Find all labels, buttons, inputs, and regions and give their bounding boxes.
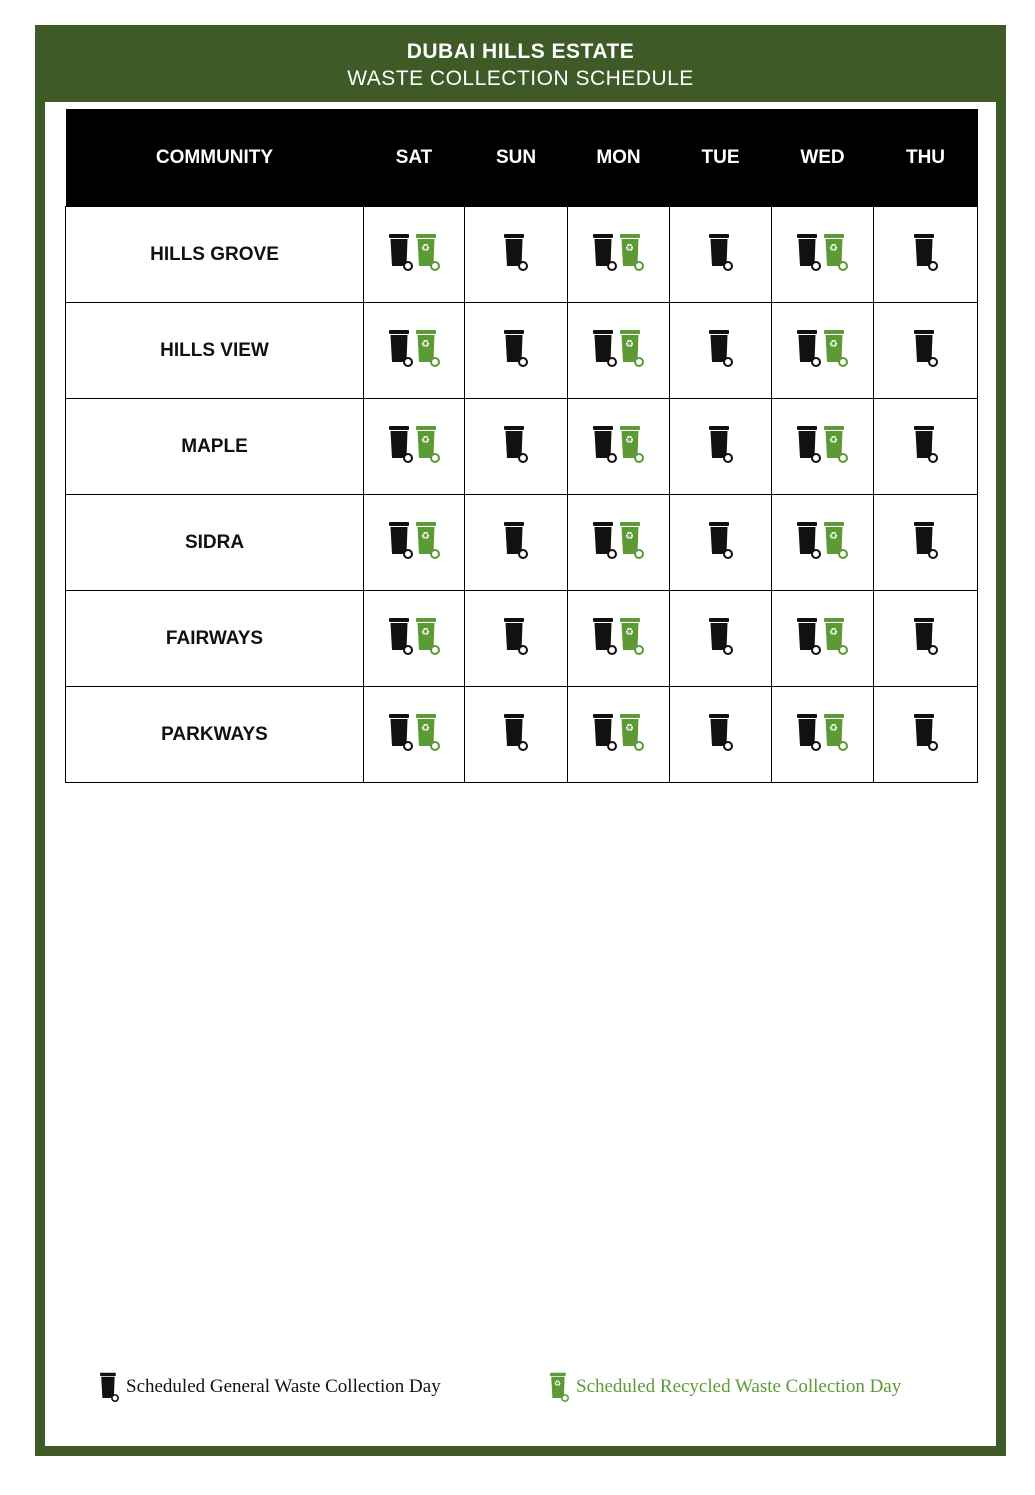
general-waste-bin-icon xyxy=(504,617,528,655)
schedule-cell xyxy=(772,207,874,303)
schedule-cell xyxy=(772,495,874,591)
general-waste-bin-icon xyxy=(389,233,413,271)
svg-text:♻: ♻ xyxy=(625,339,634,350)
general-waste-bin-icon xyxy=(797,521,821,559)
community-name: HILLS VIEW xyxy=(66,303,364,399)
schedule-cell xyxy=(874,303,978,399)
schedule-cell xyxy=(874,399,978,495)
svg-text:♻: ♻ xyxy=(829,531,838,542)
svg-text:♻: ♻ xyxy=(420,723,430,734)
table-row xyxy=(66,687,978,783)
schedule-cell xyxy=(465,687,568,783)
general-waste-bin-icon xyxy=(389,521,413,559)
schedule-cell xyxy=(364,399,465,495)
svg-text:♻: ♻ xyxy=(420,435,430,446)
column-header-sat: SAT xyxy=(364,109,465,207)
recycle-bin-icon xyxy=(416,713,440,751)
recycle-bin-icon xyxy=(620,425,644,463)
recycle-bin-icon xyxy=(416,425,440,463)
general-waste-bin-icon xyxy=(389,617,413,655)
recycle-bin-icon xyxy=(416,521,440,559)
general-waste-bin-icon xyxy=(593,713,617,751)
general-waste-bin-icon xyxy=(797,713,821,751)
community-name: FAIRWAYS xyxy=(66,591,364,687)
general-waste-bin-icon xyxy=(797,233,821,271)
recycle-bin-icon xyxy=(824,617,848,655)
schedule-cell xyxy=(670,303,772,399)
schedule-cell xyxy=(364,495,465,591)
schedule-cell xyxy=(874,495,978,591)
schedule-cell xyxy=(465,207,568,303)
column-header-thu: THU xyxy=(874,109,978,207)
general-waste-bin-icon xyxy=(593,521,617,559)
svg-text:♻: ♻ xyxy=(420,531,430,542)
svg-text:♻: ♻ xyxy=(553,1379,562,1389)
schedule-cell xyxy=(568,303,670,399)
schedule-cell xyxy=(874,687,978,783)
general-waste-bin-icon xyxy=(709,329,733,367)
community-name: MAPLE xyxy=(66,399,364,495)
general-waste-bin-icon xyxy=(504,233,528,271)
column-header-wed: WED xyxy=(772,109,874,207)
svg-text:♻: ♻ xyxy=(420,339,430,350)
general-waste-bin-icon xyxy=(100,1372,119,1402)
page-subtitle: WASTE COLLECTION SCHEDULE xyxy=(347,67,694,90)
general-waste-bin-icon xyxy=(389,425,413,463)
svg-text:♻: ♻ xyxy=(829,243,838,254)
svg-text:♻: ♻ xyxy=(420,627,430,638)
recycle-bin-icon xyxy=(620,713,644,751)
recycle-bin-icon xyxy=(416,233,440,271)
table-row xyxy=(66,303,978,399)
schedule-cell xyxy=(772,303,874,399)
schedule-cell xyxy=(465,495,568,591)
schedule-cell xyxy=(364,591,465,687)
svg-text:♻: ♻ xyxy=(829,435,838,446)
schedule-cell xyxy=(670,687,772,783)
table-row xyxy=(66,207,978,303)
schedule-cell xyxy=(772,399,874,495)
schedule-cell xyxy=(465,303,568,399)
general-waste-bin-icon xyxy=(914,233,938,271)
schedule-cell xyxy=(364,303,465,399)
svg-text:♻: ♻ xyxy=(625,243,634,254)
general-waste-bin-icon xyxy=(709,425,733,463)
schedule-cell xyxy=(874,207,978,303)
community-name: PARKWAYS xyxy=(66,687,364,783)
recycle-bin-icon xyxy=(824,329,848,367)
schedule-cell xyxy=(772,687,874,783)
svg-text:♻: ♻ xyxy=(829,339,838,350)
general-waste-bin-icon xyxy=(504,713,528,751)
schedule-cell xyxy=(670,591,772,687)
schedule-cell xyxy=(874,591,978,687)
recycle-bin-icon xyxy=(824,233,848,271)
svg-text:♻: ♻ xyxy=(625,531,634,542)
svg-text:♻: ♻ xyxy=(625,435,634,446)
schedule-cell xyxy=(670,207,772,303)
page-title: DUBAI HILLS ESTATE xyxy=(406,40,635,63)
general-waste-bin-icon xyxy=(797,329,821,367)
recycle-bin-icon xyxy=(620,329,644,367)
general-waste-bin-icon xyxy=(593,233,617,271)
schedule-table xyxy=(65,109,978,783)
schedule-cell xyxy=(465,591,568,687)
recycle-bin-icon xyxy=(620,521,644,559)
general-waste-bin-icon xyxy=(593,617,617,655)
legend-recycle-label: Scheduled Recycled Waste Collection Day xyxy=(576,1376,902,1397)
svg-text:♻: ♻ xyxy=(420,243,430,254)
schedule-cell xyxy=(670,399,772,495)
general-waste-bin-icon xyxy=(709,713,733,751)
recycle-bin-icon xyxy=(416,329,440,367)
general-waste-bin-icon xyxy=(504,425,528,463)
svg-text:♻: ♻ xyxy=(829,627,838,638)
recycle-bin-icon xyxy=(824,713,848,751)
community-name: HILLS GROVE xyxy=(66,207,364,303)
svg-text:♻: ♻ xyxy=(625,627,634,638)
schedule-cell xyxy=(364,207,465,303)
recycle-bin-icon xyxy=(620,233,644,271)
general-waste-bin-icon xyxy=(914,713,938,751)
general-waste-bin-icon xyxy=(709,617,733,655)
general-waste-bin-icon xyxy=(914,329,938,367)
legend-recycle xyxy=(550,1372,901,1402)
schedule-cell xyxy=(568,207,670,303)
schedule-cell xyxy=(772,591,874,687)
schedule-cell xyxy=(568,687,670,783)
column-header-sun: SUN xyxy=(465,109,568,207)
general-waste-bin-icon xyxy=(389,713,413,751)
schedule-cell xyxy=(568,399,670,495)
general-waste-bin-icon xyxy=(593,425,617,463)
schedule-cell xyxy=(670,495,772,591)
schedule-cell xyxy=(364,687,465,783)
svg-text:♻: ♻ xyxy=(625,723,634,734)
recycle-bin-icon xyxy=(550,1372,569,1402)
column-header-tue: TUE xyxy=(670,109,772,207)
table-header-row xyxy=(66,109,978,207)
legend-general-label: Scheduled General Waste Collection Day xyxy=(126,1376,441,1397)
page-header xyxy=(35,25,1006,102)
schedule-body xyxy=(66,207,978,783)
general-waste-bin-icon xyxy=(504,521,528,559)
general-waste-bin-icon xyxy=(593,329,617,367)
community-name: SIDRA xyxy=(66,495,364,591)
legend-general xyxy=(100,1372,441,1402)
column-header-community: COMMUNITY xyxy=(66,109,364,207)
general-waste-bin-icon xyxy=(797,617,821,655)
schedule-cell xyxy=(465,399,568,495)
general-waste-bin-icon xyxy=(389,329,413,367)
table-row xyxy=(66,399,978,495)
table-row xyxy=(66,495,978,591)
svg-text:♻: ♻ xyxy=(829,723,838,734)
schedule-cell xyxy=(568,591,670,687)
schedule-cell xyxy=(568,495,670,591)
general-waste-bin-icon xyxy=(709,521,733,559)
column-header-mon: MON xyxy=(568,109,670,207)
recycle-bin-icon xyxy=(824,521,848,559)
general-waste-bin-icon xyxy=(504,329,528,367)
general-waste-bin-icon xyxy=(914,617,938,655)
recycle-bin-icon xyxy=(416,617,440,655)
general-waste-bin-icon xyxy=(914,425,938,463)
table-row xyxy=(66,591,978,687)
general-waste-bin-icon xyxy=(709,233,733,271)
general-waste-bin-icon xyxy=(797,425,821,463)
recycle-bin-icon xyxy=(620,617,644,655)
general-waste-bin-icon xyxy=(914,521,938,559)
recycle-bin-icon xyxy=(824,425,848,463)
